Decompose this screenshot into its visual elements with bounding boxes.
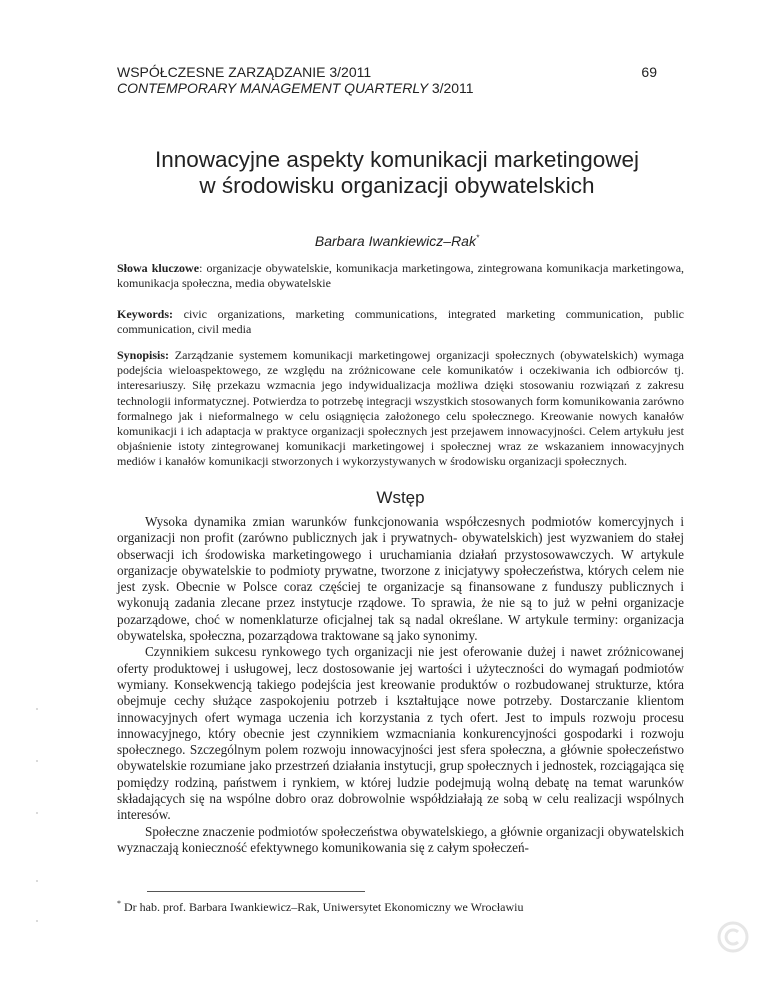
keywords-pl-text: : organizacje obywatelskie, komunikacja marketingowa, zintegrowana komunikacja marketingowa, komunikacja społeczna, media obywatelskie	[117, 261, 685, 291]
paragraph: Wysoka dynamika zmian warunków funkcjonowania współczesnych podmiotów komercyjnych i organizacji non profit (zarówno publicznych jak i prywatnych- obywatelskich) jest wyzwaniem do stałej obserwacji ich środowiska marketingowego i uruchamiania działań przystosowawczych. W artykule organizacje obywatelskie to podmioty prywatne, tworzone z inicjatywy społeczeństwa, których celem nie jest zysk. Obecnie w Polsce coraz częściej te organizacje są finansowane z funduszy publicznych i wykonują zadania zlecane przez instytucje rządowe. To sprawia, że nie są to już w pełni organizacje pozarządowe, choć w nomenklaturze oficjalnej tak są nadal określane. W artykule terminy: organizacja obywatelska, społeczna, pozarządowa traktowane są jako synonimy.	[117, 514, 684, 644]
footnote-mark: *	[117, 899, 121, 908]
journal-title-en: CONTEMPORARY MANAGEMENT QUARTERLY	[117, 80, 428, 96]
section-heading: Wstęp	[376, 488, 425, 507]
article-title-line-2: w środowisku organizacji obywatelskich	[199, 173, 595, 198]
paragraph: Czynnikiem sukcesu rynkowego tych organizacji nie jest oferowanie dużej i nawet zróżnicowanej oferty produktowej i usługowej, lecz dostosowanie jej wartości i użyteczności do wymagań podmiotów wymiany. Konsekwencją takiego podejścia jest kreowanie produktów o rozbudowanej strukturze, która obejmuje cechy służące zaspokojeniu potrzeb i kształtujące nowe potrzeby. Dostarczanie klientom innowacyjnych ofert wymaga uczenia ich korzystania z tych ofert. Jest to impuls rozwoju procesu innowacyjnego, który obecnie jest czynnikiem wzmacniania konkurencyjności gospodarki i rozwoju społecznego. Szczególnym polem rozwoju innowacyjności jest sfera społeczna, a głównie społeczeństwo obywatelskie rozumiane jako przestrzeń działania instytucji, grup społecznych i jednostek, rozciągająca się pomiędzy rodziną, państwem i rynkiem, w której ludzie podejmują wolną debatę na temat warunków składających się na wspólne dobro oraz dobrowolnie współdziałają ze sobą w celu realizacji wspólnych interesów.	[117, 644, 684, 823]
paragraph: Społeczne znaczenie podmiotów społeczeństwa obywatelskiego, a głównie organizacji obywatelskich wyznaczają konieczność efektywnego komunikowania się z całym społeczeń-	[117, 823, 684, 855]
author-name: Barbara Iwankiewicz–Rak	[314, 233, 476, 249]
keywords-en	[117, 307, 684, 337]
running-header	[117, 64, 657, 81]
article-title-line-1: Innowacyjne aspekty komunikacji marketingowej	[155, 147, 639, 172]
body-text	[117, 514, 684, 856]
article-title	[117, 147, 677, 199]
keywords-pl-label: Słowa kluczowe	[117, 261, 200, 275]
journal-issue-en: 3/2011	[431, 80, 474, 96]
synopsis-label: Synopisis:	[117, 348, 170, 362]
keywords-en-label: Keywords:	[117, 307, 173, 321]
footnote-divider	[147, 891, 365, 892]
scan-speck	[36, 920, 38, 922]
footnote	[117, 899, 684, 915]
running-header-en	[117, 80, 657, 97]
author-line	[117, 233, 677, 249]
keywords-en-text: civic organizations, marketing communications, integrated marketing communication, public communication, civil media	[117, 307, 684, 337]
synopsis-text: Zarządzanie systemem komunikacji marketingowej organizacji społecznych (obywatelskich) wymaga podejścia wieloaspektowego, ze względu na zróżnicowane cele komunikatów i oczekiwania ich odbiorców tj. interesariuszy. Siłę przekazu wzmacnia jego indywidualizacja możliwa dzięki stosowaniu rozwiązań z zakresu technologii informatycznej. Potwierdza to potrzebę integracji wszystkich stosowanych form komunikowania zarówno formalnego jak i nieformalnego w celu osiągnięcia założonego celu społecznego. Kreowanie nowych kanałów komunikacji i ich adaptacja w praktyce organizacji społecznych jest przejawem innowacyjności. Celem artykułu jest objaśnienie istoty zintegrowanej komunikacji marketingowej i społecznej wraz ze wskazaniem innowacyjnych mediów i kanałów komunikacji stworzonych i wykorzystywanych w środowisku organizacji społecznych.	[117, 348, 684, 469]
watermark-icon	[716, 920, 750, 954]
page-number: 69	[641, 64, 657, 80]
scan-speck	[36, 760, 38, 762]
journal-title-pl: WSPÓŁCZESNE ZARZĄDZANIE 3/2011	[117, 64, 372, 80]
scan-speck	[36, 708, 38, 710]
scan-speck	[36, 880, 38, 882]
author-footnote-mark: *	[475, 233, 480, 243]
keywords-pl	[117, 261, 684, 291]
scan-speck	[36, 812, 38, 814]
synopsis	[117, 348, 684, 470]
footnote-text: Dr hab. prof. Barbara Iwankiewicz–Rak, Uniwersytet Ekonomiczny we Wrocławiu	[121, 900, 524, 914]
